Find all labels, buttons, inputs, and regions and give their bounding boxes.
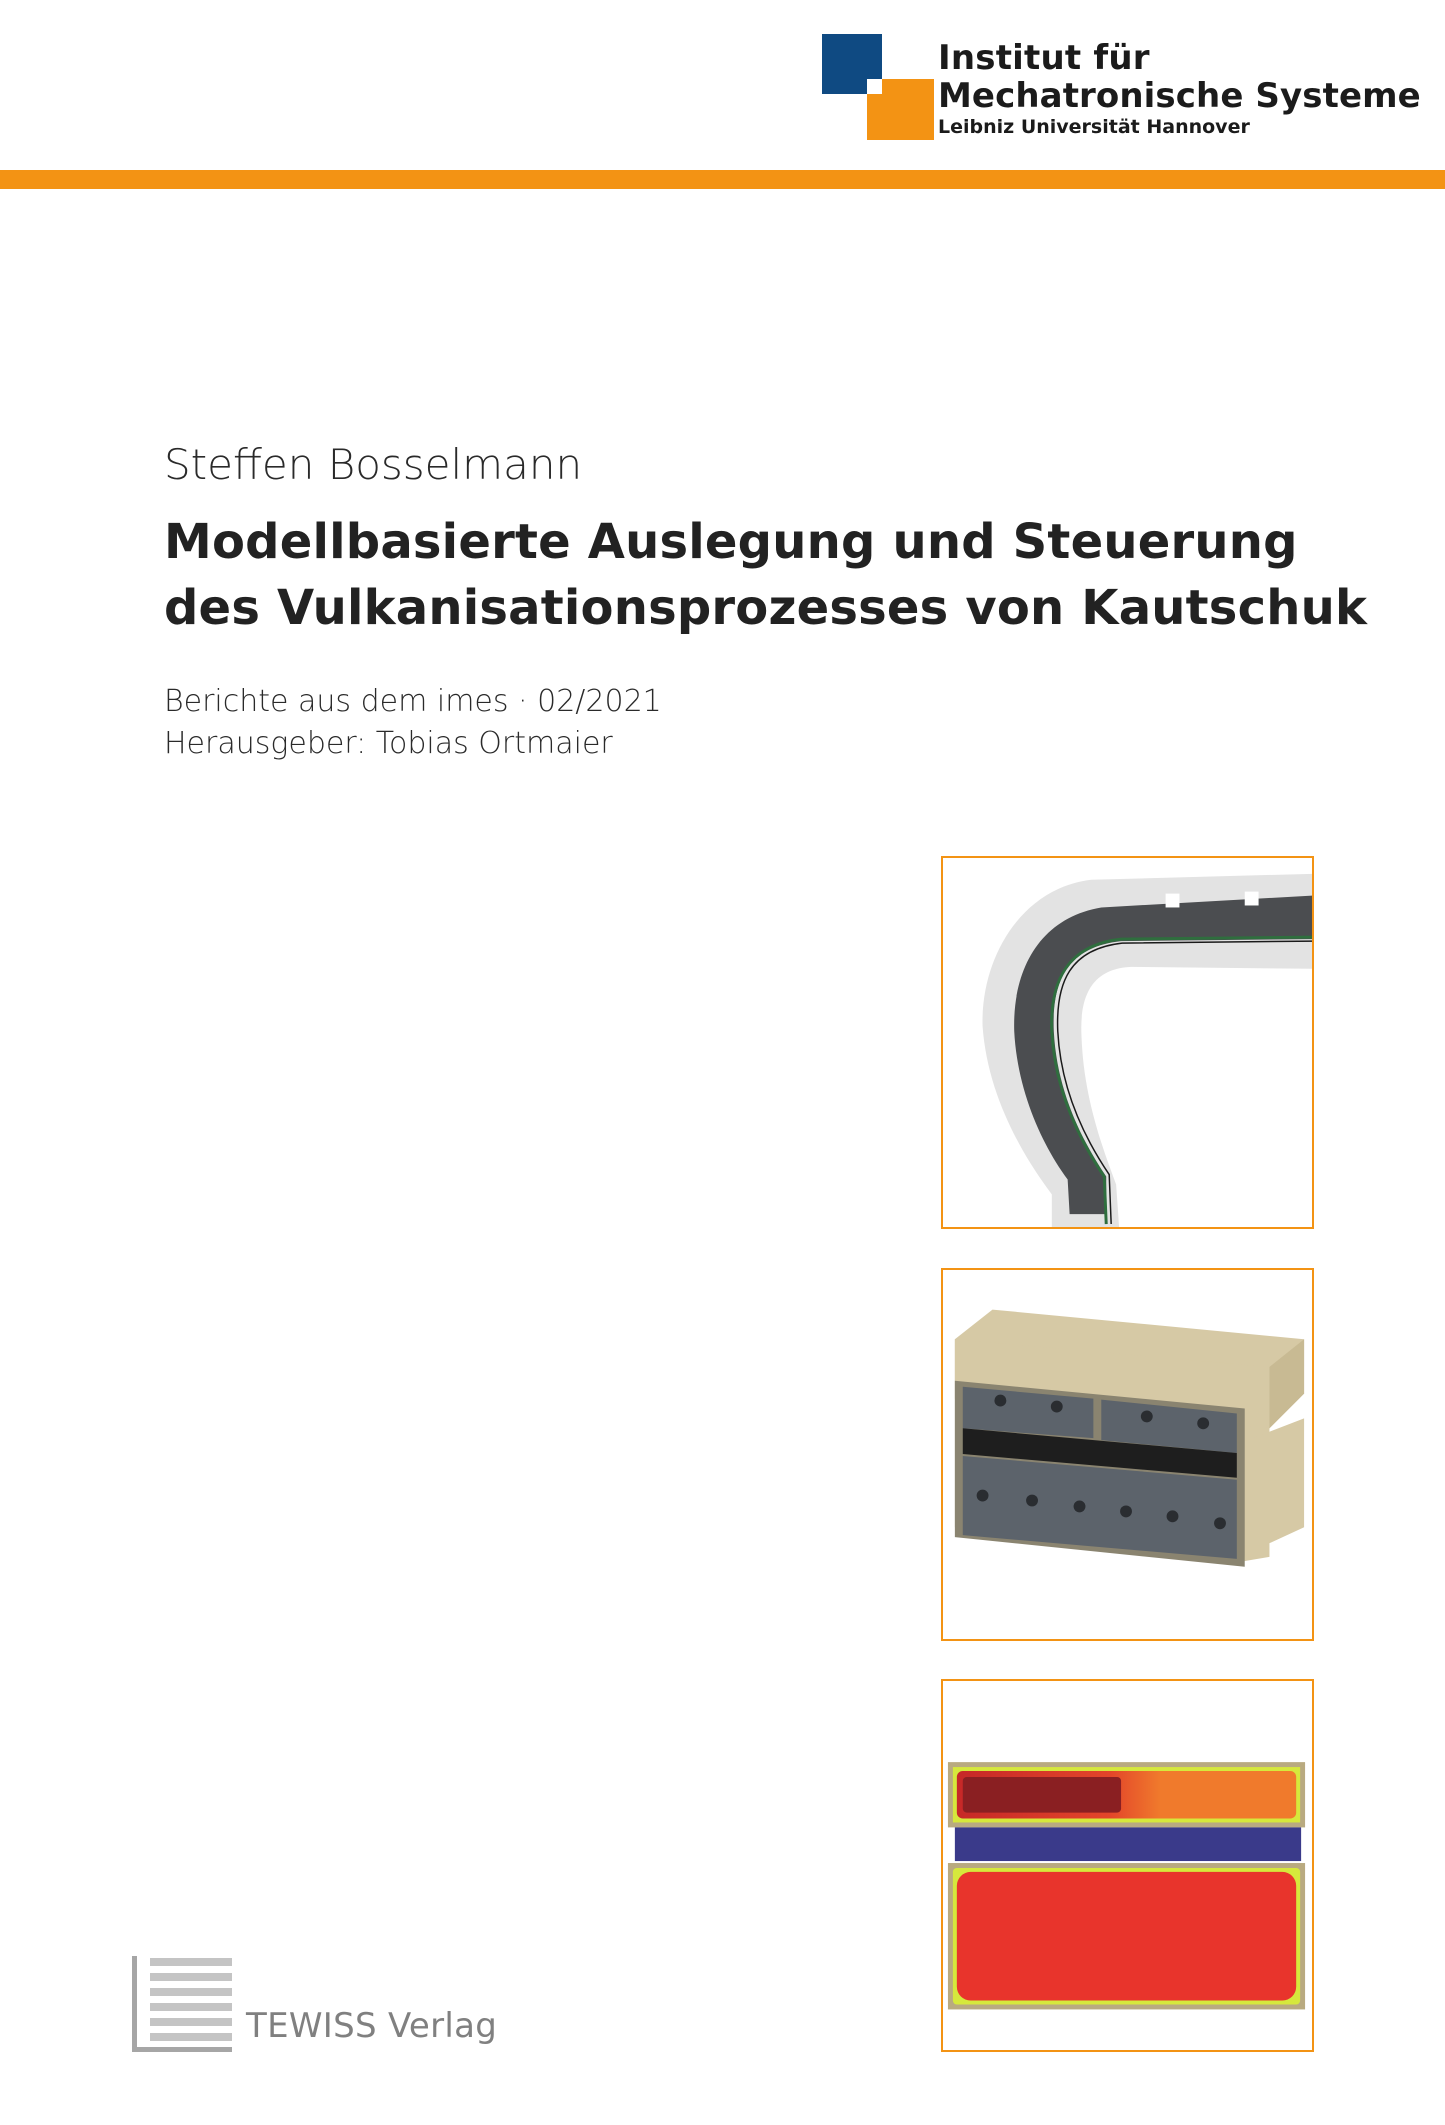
figure-tire-cross-section	[941, 856, 1314, 1229]
editor-info: Herausgeber: Tobias Ortmaier	[164, 726, 613, 761]
figure-thermal-simulation	[941, 1679, 1314, 2052]
tire-cross-section-icon	[943, 858, 1312, 1227]
university-name: Leibniz Universität Hannover	[938, 116, 1250, 138]
publisher-name: TEWISS Verlag	[246, 2006, 498, 2046]
institute-name-line2: Mechatronische Systeme	[938, 76, 1421, 116]
book-title-line1: Modellbasierte Auslegung und Steuerung	[164, 514, 1298, 570]
figure-mold-assembly	[941, 1268, 1314, 1641]
book-title-line2: des Vulkanisationsprozesses von Kautschuk	[164, 580, 1368, 636]
series-info: Berichte aus dem imes · 02/2021	[164, 684, 662, 719]
tewiss-logo-icon	[132, 1956, 232, 2052]
mold-assembly-icon	[943, 1270, 1312, 1639]
institute-name-line1: Institut für	[938, 38, 1150, 78]
header-divider	[0, 170, 1445, 189]
thermal-simulation-icon	[943, 1681, 1312, 2050]
author-name: Steffen Bosselmann	[164, 440, 583, 489]
imes-logo-icon	[822, 34, 934, 140]
